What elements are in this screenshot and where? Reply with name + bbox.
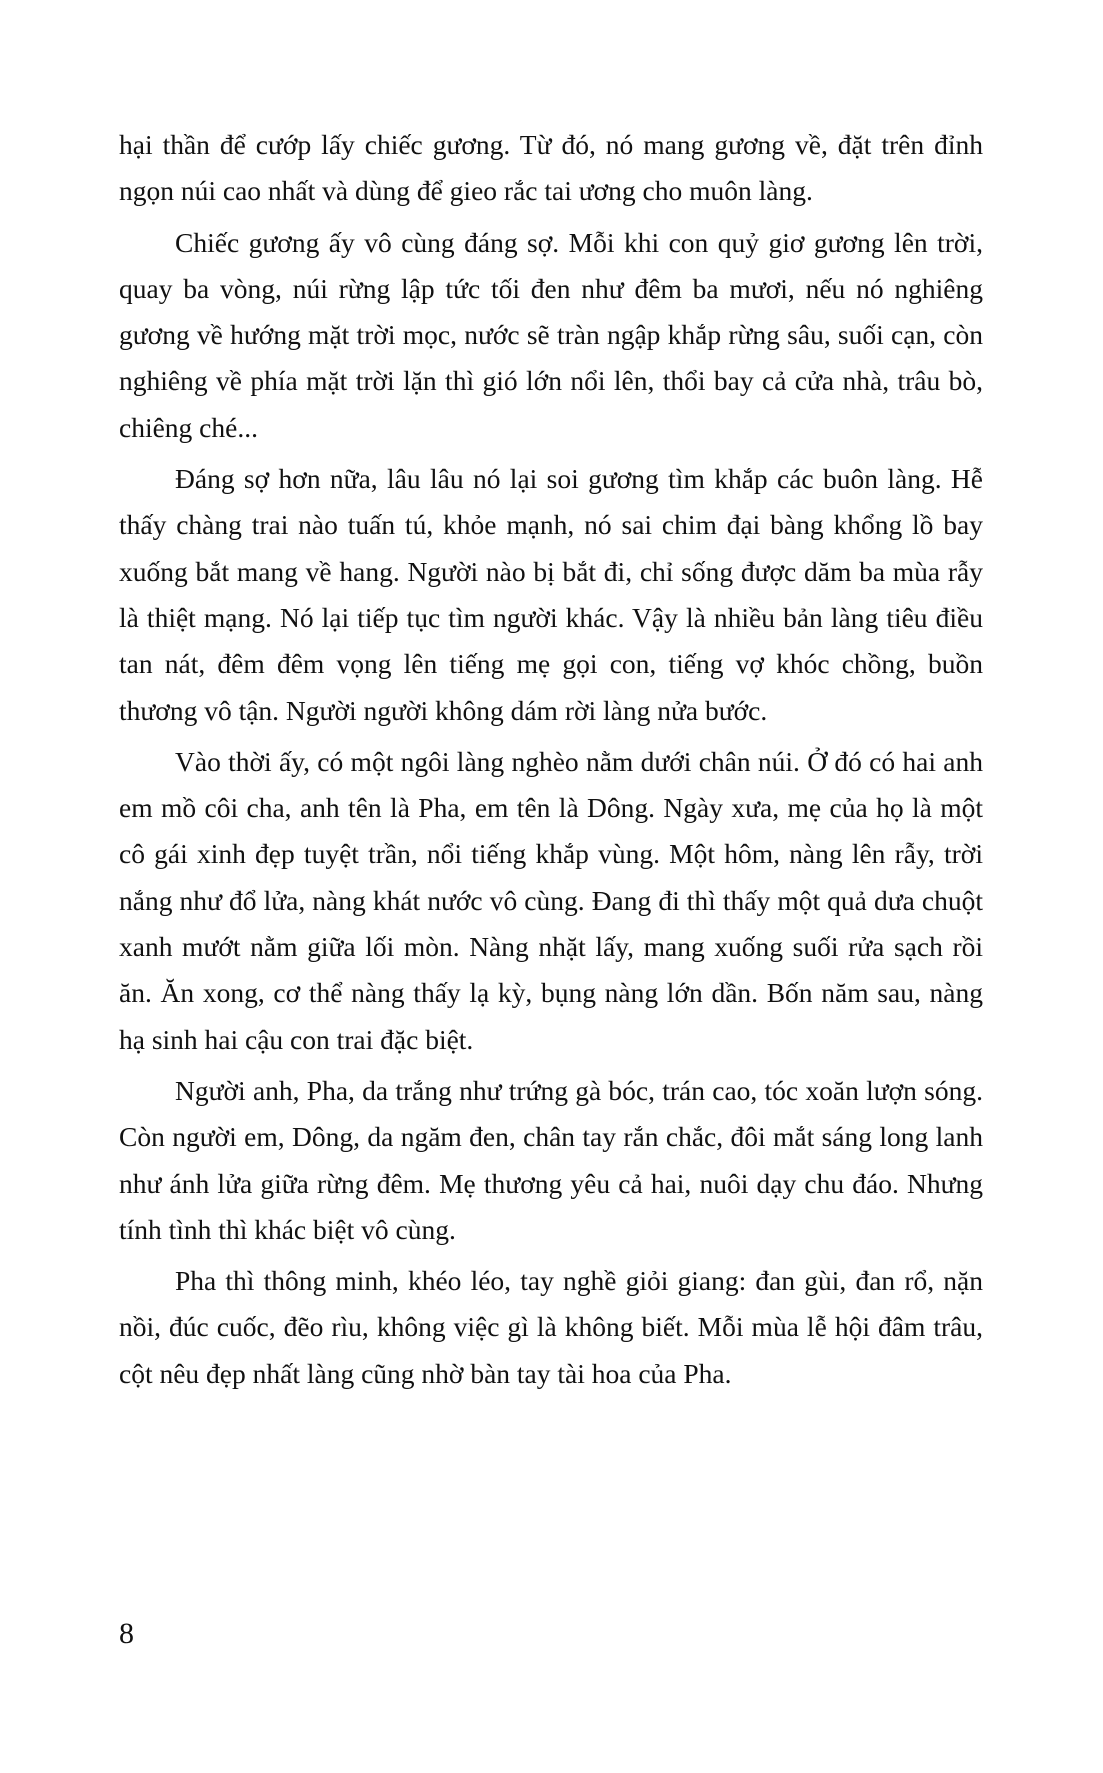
paragraph-3: Đáng sợ hơn nữa, lâu lâu nó lại soi gương tìm khắp các buôn làng. Hễ thấy chàng trai nào tuấn tú, khỏe mạnh, nó sai chim đại bàng khổng lồ bay xuống bắt mang về hang. Người nào bị bắt đi, chỉ sống được dăm ba mùa rẫy là thiệt mạng. Nó lại tiếp tục tìm người khác. Vậy là nhiều bản làng tiêu điều tan nát, đêm đêm vọng lên tiếng mẹ gọi con, tiếng vợ khóc chồng, buồn thương vô tận. Người người không dám rời làng nửa bước. <box>119 463 983 726</box>
paragraph-1: hại thần để cướp lấy chiếc gương. Từ đó, nó mang gương về, đặt trên đỉnh ngọn núi cao nhất và dùng để gieo rắc tai ương cho muôn làng. <box>119 129 983 207</box>
book-page-body <box>119 122 983 1402</box>
paragraph-5: Người anh, Pha, da trắng như trứng gà bóc, trán cao, tóc xoăn lượn sóng. Còn người em, Dông, da ngăm đen, chân tay rắn chắc, đôi mắt sáng long lanh như ánh lửa giữa rừng đêm. Mẹ thương yêu cả hai, nuôi dạy chu đáo. Nhưng tính tình thì khác biệt vô cùng. <box>119 1074 983 1245</box>
paragraph-2: Chiếc gương ấy vô cùng đáng sợ. Mỗi khi con quỷ giơ gương lên trời, quay ba vòng, núi rừng lập tức tối đen như đêm ba mươi, nếu nó nghiêng gương về hướng mặt trời mọc, nước sẽ tràn ngập khắp rừng sâu, suối cạn, còn nghiêng về phía mặt trời lặn thì gió lớn nổi lên, thổi bay cả cửa nhà, trâu bò, chiêng ché... <box>119 226 983 443</box>
paragraph-6: Pha thì thông minh, khéo léo, tay nghề giỏi giang: đan gùi, đan rổ, nặn nồi, đúc cuốc, đẽo rìu, không việc gì là không biết. Mỗi mùa lễ hội đâm trâu, cột nêu đẹp nhất làng cũng nhờ bàn tay tài hoa của Pha. <box>119 1265 983 1389</box>
paragraph-4: Vào thời ấy, có một ngôi làng nghèo nằm dưới chân núi. Ở đó có hai anh em mồ côi cha, anh tên là Pha, em tên là Dông. Ngày xưa, mẹ của họ là một cô gái xinh đẹp tuyệt trần, nổi tiếng khắp vùng. Một hôm, nàng lên rẫy, trời nắng như đổ lửa, nàng khát nước vô cùng. Đang đi thì thấy một quả dưa chuột xanh mướt nằm giữa lối mòn. Nàng nhặt lấy, mang xuống suối rửa sạch rồi ăn. Ăn xong, cơ thể nàng thấy lạ kỳ, bụng nàng lớn dần. Bốn năm sau, nàng hạ sinh hai cậu con trai đặc biệt. <box>119 745 983 1055</box>
page-number: 8 <box>119 1617 134 1650</box>
